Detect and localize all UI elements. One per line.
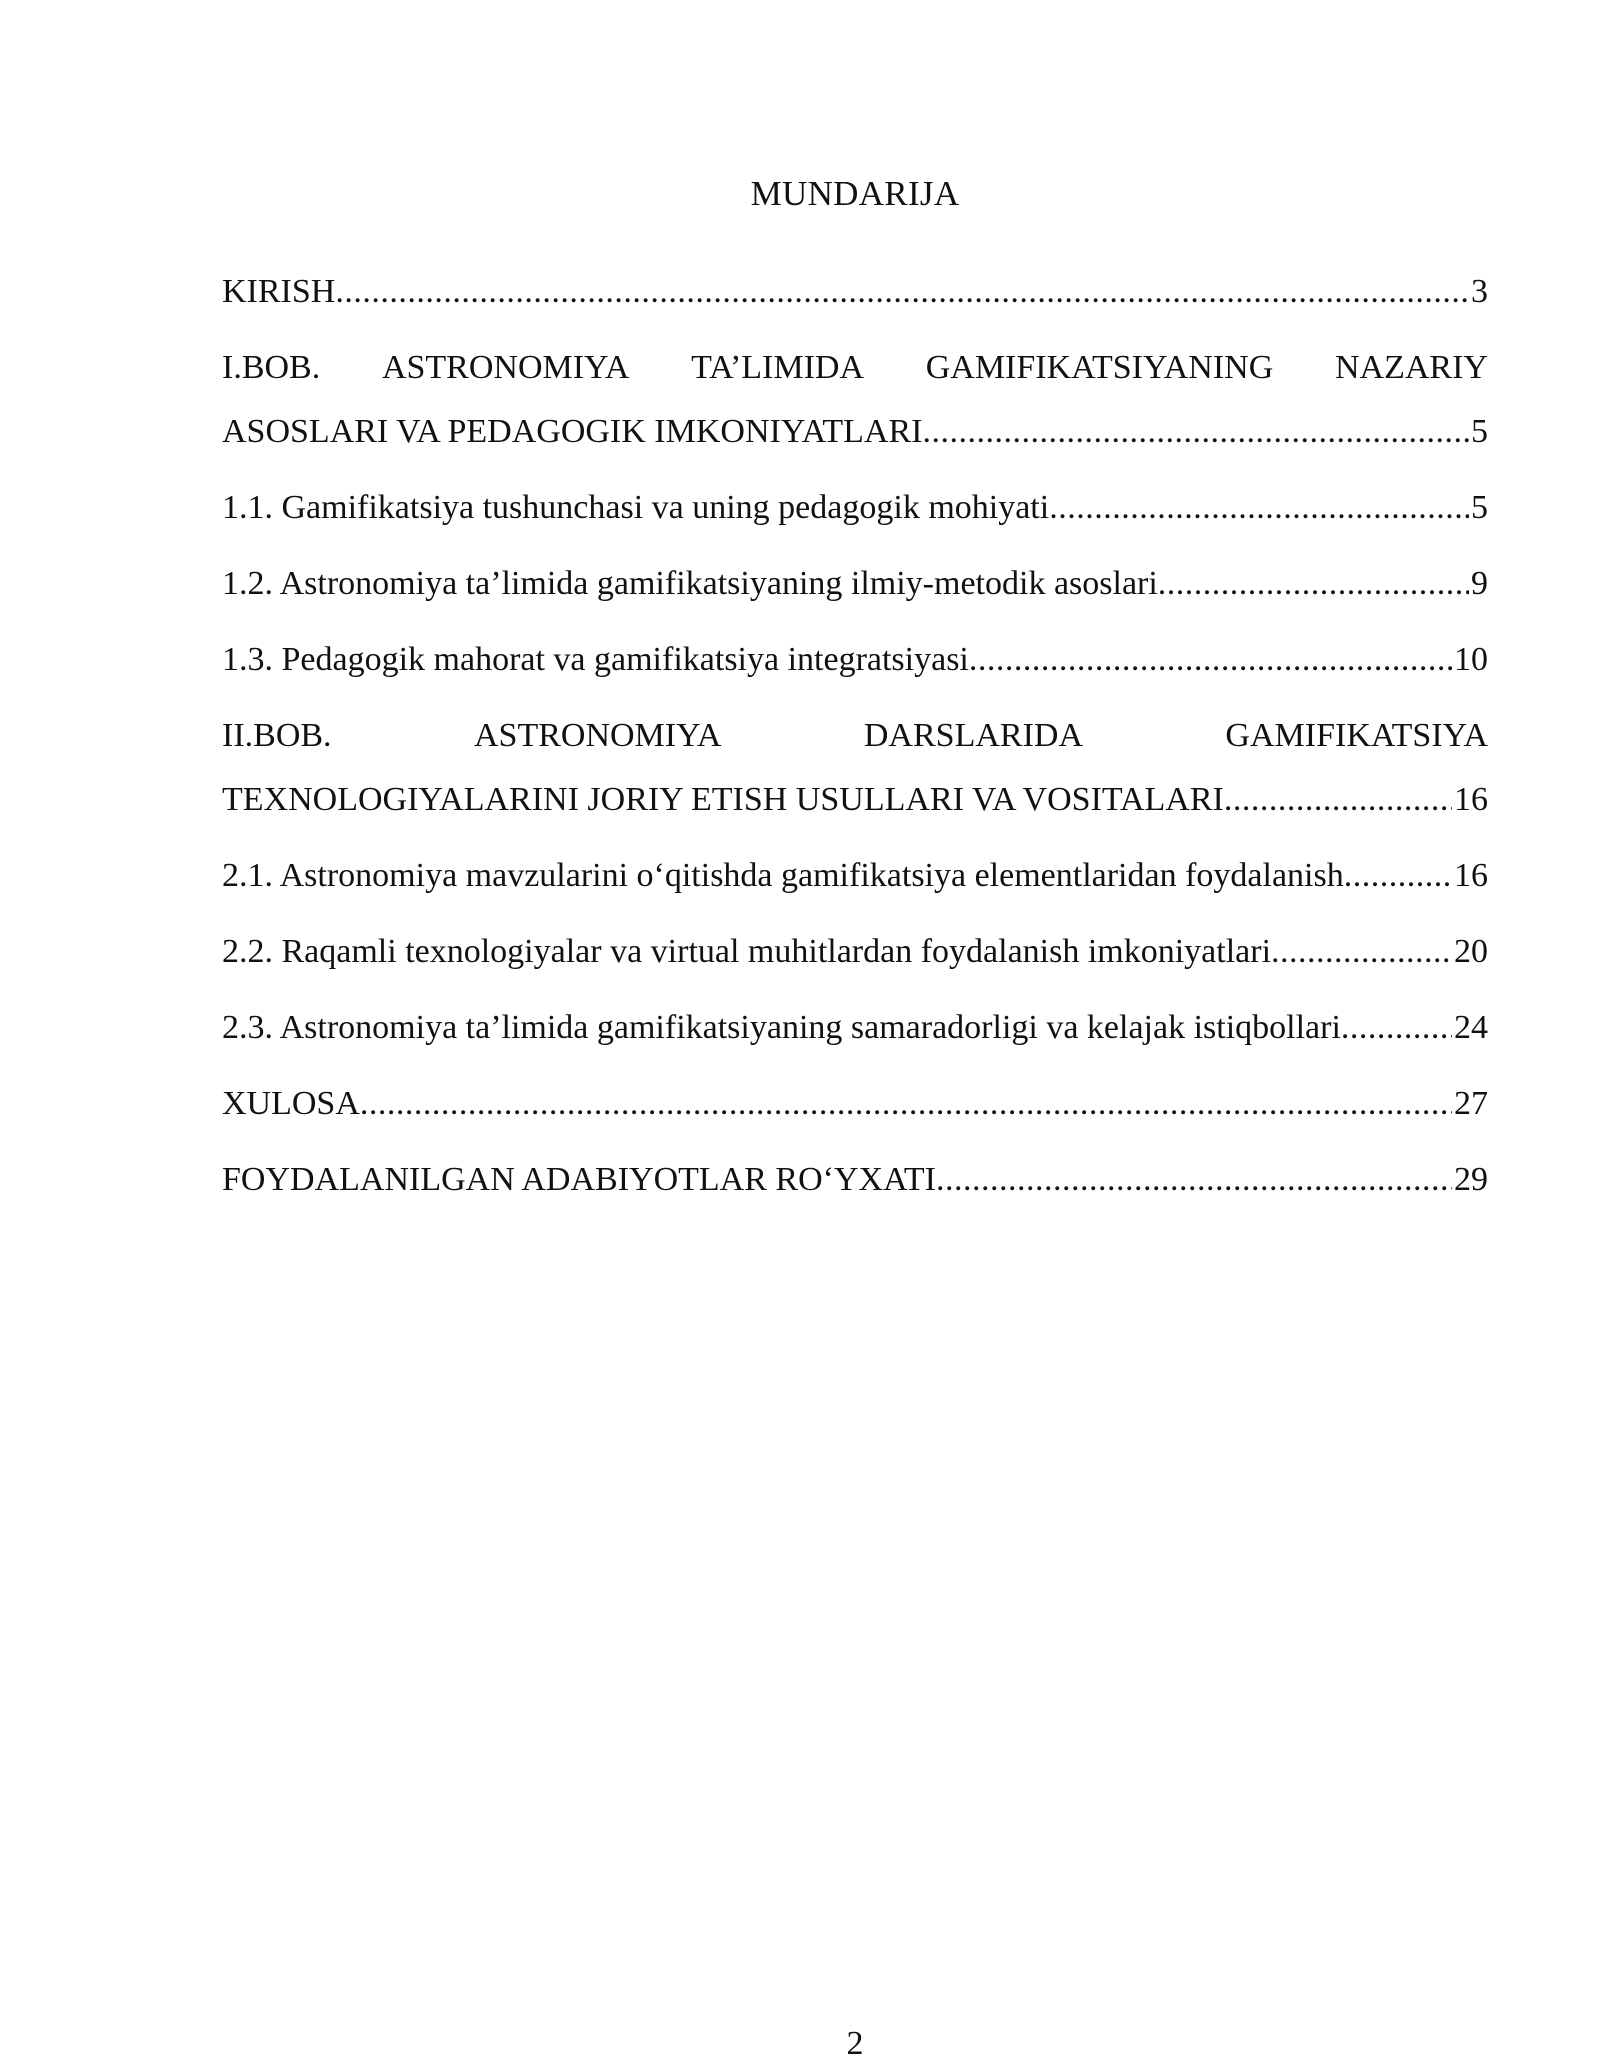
toc-entry-chapter-1[interactable]: [222, 336, 1488, 464]
toc-entry-text: 2.3. Astronomiya ta’limida gamifikatsiyaning samaradorligi va kelajak istiqbollari: [222, 1009, 1341, 1046]
toc-page-number: 20: [1454, 933, 1488, 970]
toc-page-number: 10: [1454, 641, 1488, 678]
dot-leader: [1344, 844, 1452, 908]
toc-entry-first-line: [222, 336, 1488, 400]
page-title: MUNDARIJA: [750, 174, 960, 213]
toc-entry-2-1[interactable]: [222, 844, 1488, 908]
table-of-contents: [222, 260, 1488, 1224]
toc-page-number: 5: [1471, 489, 1488, 526]
toc-entry-text: 1.1. Gamifikatsiya tushunchasi va uning pedagogik mohiyati: [222, 489, 1050, 526]
dot-leader: [335, 260, 1469, 324]
dot-leader: [923, 400, 1469, 464]
toc-word: ASTRONOMIYA: [473, 717, 722, 754]
toc-entry-chapter-2[interactable]: [222, 704, 1488, 832]
toc-entry-text: FOYDALANILGAN ADABIYOTLAR RO‘YXATI: [222, 1161, 936, 1198]
toc-entry-first-line: [222, 704, 1488, 768]
toc-entry-text: 1.2. Astronomiya ta’limida gamifikatsiyaning ilmiy-metodik asoslari: [222, 565, 1158, 602]
toc-page-number: 5: [1471, 413, 1488, 450]
toc-entry-text: ASOSLARI VA PEDAGOGIK IMKONIYATLARI: [222, 413, 923, 450]
toc-entry-text: XULOSA: [222, 1085, 360, 1122]
toc-page-number: 16: [1454, 781, 1488, 818]
dot-leader: [360, 1072, 1452, 1136]
toc-page-number: 16: [1454, 857, 1488, 894]
toc-entry-2-2[interactable]: [222, 920, 1488, 984]
toc-entry-text: KIRISH: [222, 273, 336, 310]
toc-page-number: 29: [1454, 1161, 1488, 1198]
toc-entry-text: 1.3. Pedagogik mahorat va gamifikatsiya integratsiyasi: [222, 641, 969, 678]
dot-leader: [1271, 920, 1452, 984]
dot-leader: [1341, 996, 1452, 1060]
toc-word: ASTRONOMIYA: [381, 349, 630, 386]
toc-page-number: 24: [1454, 1009, 1488, 1046]
toc-word: TA’LIMIDA: [691, 349, 865, 386]
toc-page-number: 3: [1471, 273, 1488, 310]
dot-leader: [1158, 552, 1469, 616]
dot-leader: [1224, 768, 1452, 832]
toc-entry-1-3[interactable]: [222, 628, 1488, 692]
toc-entry-text: 2.1. Astronomiya mavzularini o‘qitishda gamifikatsiya elementlaridan foydalanish: [222, 857, 1344, 894]
toc-entry-text: TEXNOLOGIYALARINI JORIY ETISH USULLARI VA VOSITALARI: [222, 781, 1224, 818]
toc-entry-1-2[interactable]: [222, 552, 1488, 616]
toc-entry-text: 2.2. Raqamli texnologiyalar va virtual muhitlardan foydalanish imkoniyatlari: [222, 933, 1272, 970]
toc-page-number: 9: [1471, 565, 1488, 602]
page-number: 2: [846, 2025, 864, 2062]
toc-entry-kirish[interactable]: [222, 260, 1488, 324]
dot-leader: [936, 1148, 1452, 1212]
toc-entry-xulosa[interactable]: [222, 1072, 1488, 1136]
dot-leader: [1049, 476, 1469, 540]
toc-entry-2-3[interactable]: [222, 996, 1488, 1060]
toc-word: GAMIFIKATSIYA: [1225, 717, 1488, 754]
toc-entry-1-1[interactable]: [222, 476, 1488, 540]
dot-leader: [969, 628, 1452, 692]
toc-word: NAZARIY: [1334, 349, 1488, 386]
toc-word: I.BOB.: [222, 349, 321, 386]
toc-word: DARSLARIDA: [863, 717, 1083, 754]
toc-word: GAMIFIKATSIYANING: [925, 349, 1274, 386]
toc-page-number: 27: [1454, 1085, 1488, 1122]
toc-word: II.BOB.: [222, 717, 332, 754]
toc-entry-adabiyotlar[interactable]: [222, 1148, 1488, 1212]
